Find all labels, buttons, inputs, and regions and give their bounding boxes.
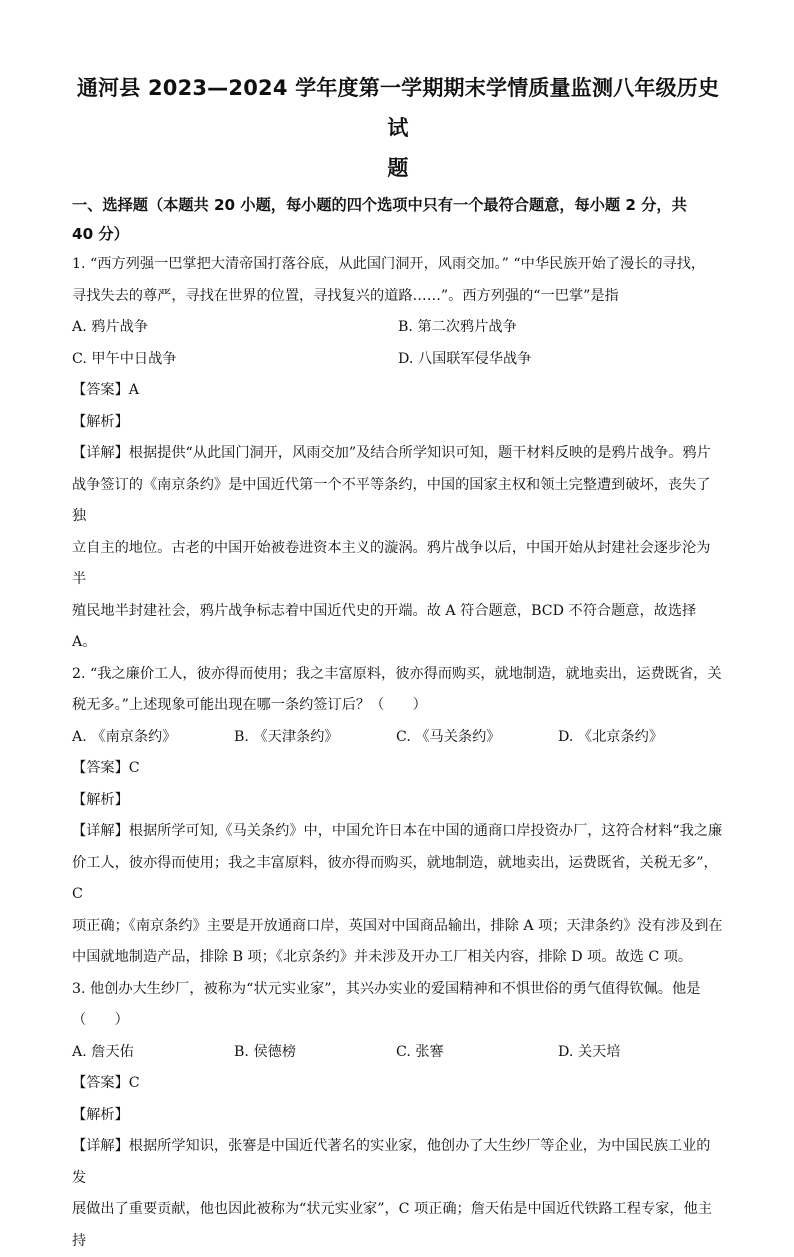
answer-tag: 【答案】	[72, 760, 129, 776]
exam-page	[72, 68, 724, 1257]
question-options	[72, 722, 724, 754]
detail-text: 根据所学知识，张謇是中国近代著名的实业家，他创办了大生纱厂等企业，为中国民族工业的发	[72, 1138, 710, 1186]
question-3	[72, 974, 724, 1257]
answer-value: A	[129, 382, 139, 398]
question-options	[72, 1037, 724, 1069]
question-1	[72, 249, 724, 659]
answer-line	[72, 375, 724, 407]
question-stem-line: （ ）	[72, 1005, 724, 1037]
option-d: D. 八国联军侵华战争	[398, 344, 724, 376]
option-a: A. 鸦片战争	[72, 312, 398, 344]
option-b: B. 第二次鸦片战争	[398, 312, 724, 344]
detail-line: 价工人，彼亦得而使用；我之丰富原料，彼亦得而购买，就地制造，就地卖出，运费既省，关税无多”，C	[72, 848, 724, 911]
option-d: D. 关天培	[558, 1037, 720, 1069]
analysis-tag: 【解析】	[72, 1100, 724, 1132]
option-b: B. 《天津条约》	[234, 722, 396, 754]
option-a: A. 詹天佑	[72, 1037, 234, 1069]
detail-line: 展做出了重要贡献，他也因此被称为“状元实业家”，C 项正确；詹天佑是中国近代铁路工程专家，他主持	[72, 1194, 724, 1257]
detail-line: 中国就地制造产品，排除 B 项；《北京条约》并未涉及开办工厂相关内容，排除 D 项。故选 C 项。	[72, 942, 724, 974]
question-stem-line: 3. 他创办大生纱厂，被称为“状元实业家”，其兴办实业的爱国精神和不惧世俗的勇气值得钦佩。他是	[72, 974, 724, 1006]
answer-line	[72, 1068, 724, 1100]
detail-line: 立自主的地位。古老的中国开始被卷进资本主义的漩涡。鸦片战争以后，中国开始从封建社会逐步沦为半	[72, 533, 724, 596]
detail-text: 根据所学可知,《马关条约》中，中国允许日本在中国的通商口岸投资办厂，这符合材料“我之廉	[129, 823, 722, 839]
detail-line: 战争签订的《南京条约》是中国近代第一个不平等条约，中国的国家主权和领土完整遭到破坏，丧失了独	[72, 470, 724, 533]
option-b: B. 侯德榜	[234, 1037, 396, 1069]
detail-line	[72, 438, 724, 470]
detail-tag: 【详解】	[72, 823, 129, 839]
answer-tag: 【答案】	[72, 1075, 129, 1091]
analysis-tag: 【解析】	[72, 407, 724, 439]
option-c: C. 《马关条约》	[396, 722, 558, 754]
detail-tag: 【详解】	[72, 445, 129, 461]
detail-line	[72, 1131, 724, 1194]
analysis-tag: 【解析】	[72, 785, 724, 817]
detail-line: 殖民地半封建社会，鸦片战争标志着中国近代史的开端。故 A 符合题意，BCD 不符合题意，故选择 A。	[72, 596, 724, 659]
answer-line	[72, 753, 724, 785]
detail-line: 项正确；《南京条约》主要是开放通商口岸，英国对中国商品输出，排除 A 项；天津条约》没有涉及到在	[72, 911, 724, 943]
option-d: D. 《北京条约》	[558, 722, 720, 754]
title-line-1: 通河县 2023—2024 学年度第一学期期末学情质量监测八年级历史试	[72, 68, 724, 148]
question-2	[72, 659, 724, 974]
detail-line	[72, 816, 724, 848]
answer-tag: 【答案】	[72, 382, 129, 398]
option-c: C. 甲午中日战争	[72, 344, 398, 376]
question-stem-line: 1. “西方列强一巴掌把大清帝国打落谷底，从此国门洞开，风雨交加。” “中华民族开始了漫长的寻找，	[72, 249, 724, 281]
question-options	[72, 312, 724, 375]
exam-title	[72, 68, 724, 188]
question-stem-line: 2. “我之廉价工人，彼亦得而使用；我之丰富原料，彼亦得而购买，就地制造，就地卖出，运费既省，关	[72, 659, 724, 691]
detail-text: 根据提供“从此国门洞开，风雨交加”及结合所学知识可知，题干材料反映的是鸦片战争。鸦片	[129, 445, 711, 461]
question-stem-line: 寻找失去的尊严，寻找在世界的位置，寻找复兴的道路……”。西方列强的“一巴掌”是指	[72, 281, 724, 313]
detail-tag: 【详解】	[72, 1138, 129, 1154]
section-heading	[72, 191, 724, 249]
answer-value: C	[129, 760, 140, 776]
question-stem-line: 税无多。”上述现象可能出现在哪一条约签订后？（ ）	[72, 690, 724, 722]
section-heading-line-2: 40 分）	[72, 220, 724, 249]
option-a: A. 《南京条约》	[72, 722, 234, 754]
title-line-2: 题	[72, 148, 724, 188]
section-heading-line-1: 一、选择题（本题共 20 小题，每小题的四个选项中只有一个最符合题意，每小题 2 分，共	[72, 191, 724, 220]
option-c: C. 张謇	[396, 1037, 558, 1069]
answer-value: C	[129, 1075, 140, 1091]
